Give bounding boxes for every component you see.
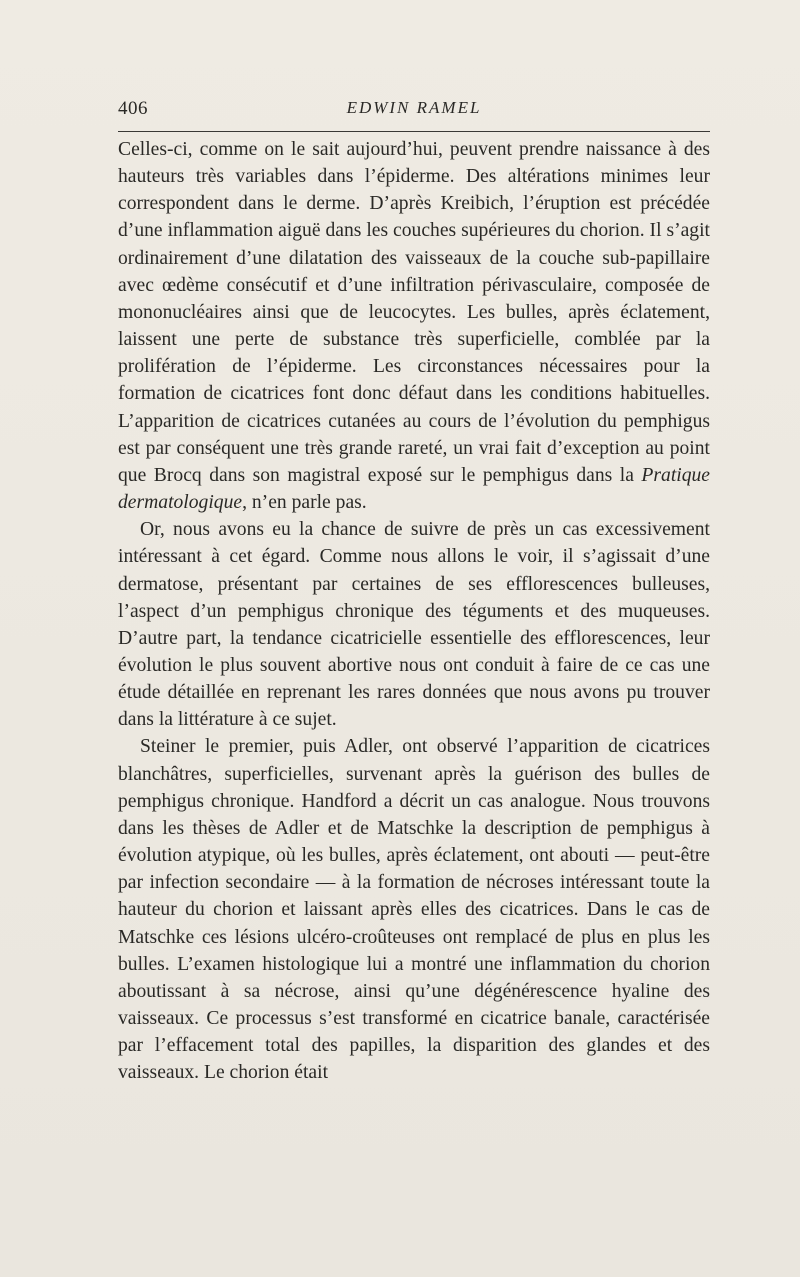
paragraph-text: , n’en parle pas. — [242, 492, 367, 514]
running-head — [118, 96, 710, 126]
paragraph-text: Or, nous avons eu la chance de suivre de près un cas excessivement intéressant à cet égard. Comme nous allons le voir, il s’agissait d’une dermatose, présentant par certaines de ses efflorescences bulleuses, l’aspect d’un pemphigus chronique des téguments et des muqueuses. D’autre part, la tendance cicatricielle essentielle des efflorescences, leur évolution le plus souvent abortive nous ont conduit à faire de ce cas une étude détaillée en reprenant les rares données que nous avons pu trouver dans la littérature à ce sujet. — [118, 519, 710, 731]
body-text — [118, 136, 710, 1086]
paragraph-text: Celles-ci, comme on le sait aujourd’hui, peuvent prendre naissance à des hauteurs très variables dans l’épiderme. Des altérations minimes leur correspondent dans le derme. D’après Kreibich, l’éruption est précédée d’une inflammation aiguë dans les couches supérieures du chorion. Il s’agit ordinairement d’une dilatation des vaisseaux de la couche sub-papillaire avec œdème consécutif et d’une infiltration périvasculaire, composée de mononucléaires ainsi que de leucocytes. Les bulles, après éclatement, laissent une perte de substance très superficielle, comblée par la prolifération de l’épiderme. Les circonstances nécessaires pour la formation de cicatrices font donc défaut dans les conditions habituelles. L’apparition de cicatrices cutanées au cours de l’évolution du pemphigus est par conséquent une très grande rareté, un vrai fait d’exception au point que Brocq dans son magistral exposé sur le pemphigus dans la — [118, 139, 710, 486]
paragraph-text: Steiner le premier, puis Adler, ont observé l’apparition de cicatrices blanchâtres, superficielles, survenant après la guérison des bulles de pemphigus chronique. Handford a décrit un cas analogue. Nous trouvons dans les thèses de Adler et de Matschke la description de pemphigus à évolution atypique, où les bulles, après éclatement, ont abouti — peut-être par infection secondaire — à la formation de nécroses intéressant toute la hauteur du chorion et laissant après elles des cicatrices. Dans le cas de Matschke ces lésions ulcéro-croûteuses ont remplacé de plus en plus les bulles. L’examen histologique lui a montré une inflammation du chorion aboutissant à sa nécrose, ainsi qu’une dégénérescence hyaline des vaisseaux. Ce processus s’est transformé en cicatrice banale, caractérisée par l’effacement total des papilles, la disparition des glandes et des vaisseaux. Le chorion était — [118, 736, 710, 1084]
italic-title: Pratique dermatologique — [118, 464, 710, 514]
paragraph — [118, 516, 710, 733]
header-rule — [118, 131, 710, 132]
paragraph — [118, 136, 710, 516]
paragraph — [118, 733, 710, 1086]
page-number: 406 — [118, 98, 148, 119]
running-title: EDWIN RAMEL — [346, 98, 482, 117]
